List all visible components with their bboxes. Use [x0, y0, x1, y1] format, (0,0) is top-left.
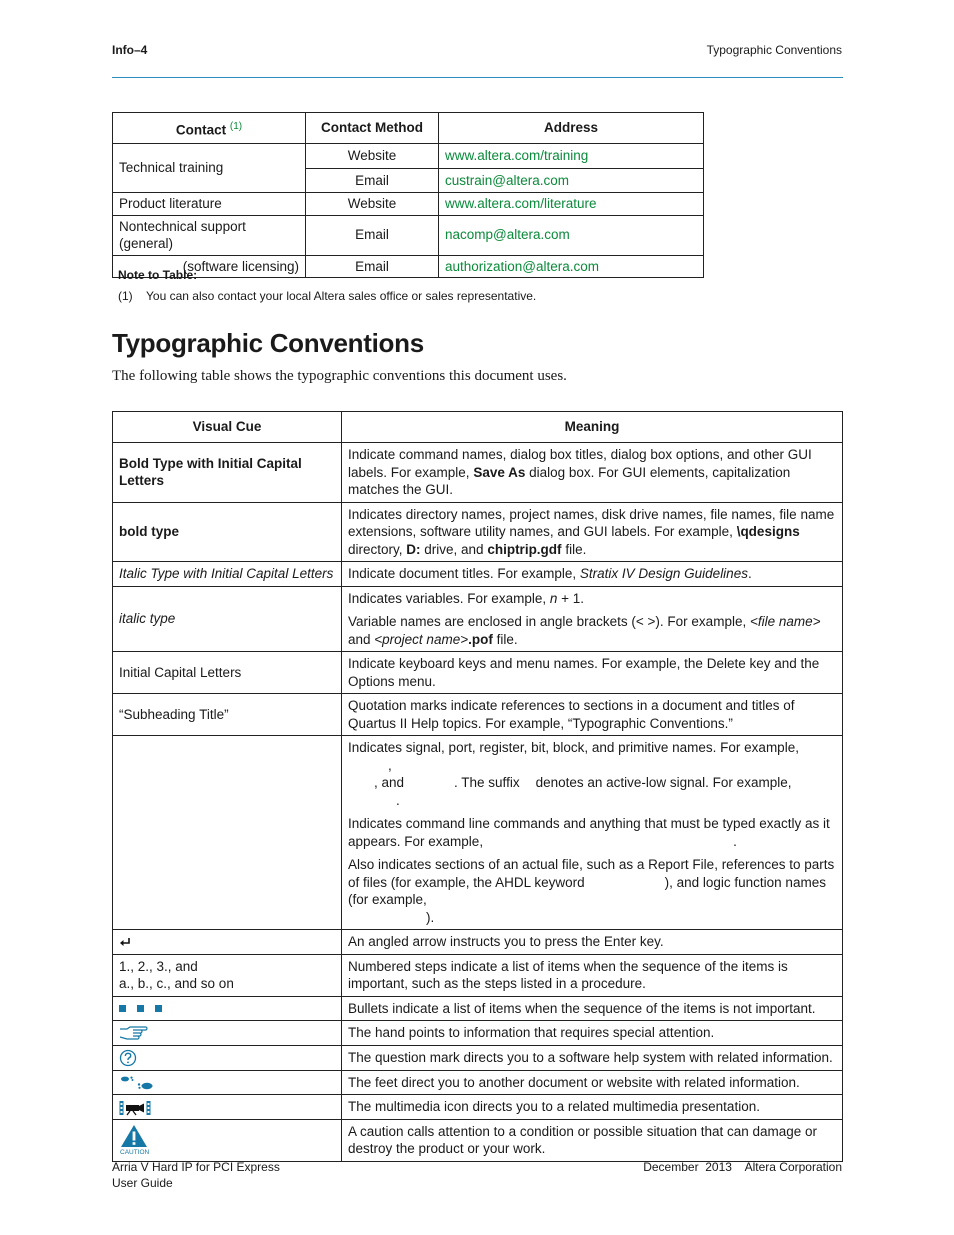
column-header: Visual Cue	[113, 412, 342, 443]
table-row	[113, 144, 704, 169]
contact-cell: Technical training	[113, 144, 306, 193]
meaning: The multimedia icon directs you to a related multimedia presentation.	[342, 1095, 843, 1120]
hand-pointing-icon	[119, 1025, 149, 1041]
caution-icon	[119, 1124, 151, 1156]
meaning: Indicate command names, dialog box titles, dialog box options, and other GUI labels. For example, Save As dialog box. For GUI elements, capitalization matches the GUI.	[342, 443, 843, 503]
meaning: The question mark directs you to a software help system with related information.	[342, 1045, 843, 1070]
address-link[interactable]: authorization@altera.com	[439, 255, 704, 278]
table-header-row	[113, 412, 843, 443]
visual-cue: Initial Capital Letters	[113, 652, 342, 694]
table-row	[113, 954, 843, 996]
table-row	[113, 736, 843, 930]
bullet-square-icon	[119, 1005, 126, 1012]
contact-cell: Nontechnical support (general)	[113, 215, 306, 255]
table-row	[113, 562, 843, 587]
bullet-square-icon	[155, 1005, 162, 1012]
meaning: The hand points to information that requires special attention.	[342, 1021, 843, 1046]
table-row	[113, 255, 704, 278]
method-cell: Email	[306, 215, 439, 255]
table-row	[113, 652, 843, 694]
meaning: Numbered steps indicate a list of items when the sequence of the items is important, such as the steps listed in a procedure.	[342, 954, 843, 996]
page-number: Info–4	[112, 43, 148, 57]
table-row	[113, 930, 843, 955]
visual-cue: 1., 2., 3., and a., b., c., and so on	[113, 954, 342, 996]
visual-cue	[113, 1070, 342, 1095]
visual-cue	[113, 1045, 342, 1070]
table-row	[113, 215, 704, 255]
visual-cue: “Subheading Title”	[113, 694, 342, 736]
column-header: Contact Method	[306, 113, 439, 144]
footer-date-company: December 2013 Altera Corporation	[643, 1160, 842, 1174]
caution-label: CAUTION	[120, 1149, 150, 1157]
address-link[interactable]: nacomp@altera.com	[439, 215, 704, 255]
meaning: Quotation marks indicate references to sections in a document and titles of Quartus II Help topics. For example, “Typographic Conventions.”	[342, 694, 843, 736]
visual-cue	[113, 736, 342, 930]
table-note: (1) You can also contact your local Altera sales office or sales representative.	[118, 289, 537, 303]
table-row	[113, 586, 843, 652]
visual-cue	[113, 1021, 342, 1046]
visual-cue: Italic Type with Initial Capital Letters	[113, 562, 342, 587]
table-row	[113, 502, 843, 562]
column-header: Contact $^{(1)}$	[113, 113, 306, 144]
section-title: Typographic Conventions	[112, 328, 424, 358]
visual-cue: italic type	[113, 586, 342, 652]
contact-cell: Product literature	[113, 193, 306, 216]
header-rule	[112, 77, 843, 78]
column-header: Meaning	[342, 412, 843, 443]
meaning: Indicates variables. For example, n + 1. Variable names are enclosed in angle brackets (< >). For example, <file name> and <project name>.pof file.	[342, 586, 843, 652]
conventions-table	[112, 411, 843, 1162]
visual-cue	[113, 930, 342, 955]
visual-cue: Bold Type with Initial Capital Letters	[113, 443, 342, 503]
table-row	[113, 694, 843, 736]
table-header-row	[113, 113, 704, 144]
meaning: A caution calls attention to a condition or possible situation that can damage or destroy the product or your work.	[342, 1119, 843, 1161]
contact-table	[112, 112, 704, 278]
table-row	[113, 996, 843, 1021]
meaning: Indicates directory names, project names, disk drive names, file names, file name extensions, software utility names, and GUI labels. For example, \qdesigns directory, D: drive, and chiptrip.gdf file.	[342, 502, 843, 562]
table-row	[113, 1021, 843, 1046]
column-header: Address	[439, 113, 704, 144]
table-row	[113, 1119, 843, 1161]
footer-document-title: Arria V Hard IP for PCI Express	[112, 1160, 280, 1174]
meaning: An angled arrow instructs you to press the Enter key.	[342, 930, 843, 955]
table-note-title: Note to Table:	[118, 268, 198, 282]
visual-cue	[113, 996, 342, 1021]
meaning: The feet direct you to another document or website with related information.	[342, 1070, 843, 1095]
enter-arrow-icon	[119, 937, 131, 947]
table-row	[113, 1070, 843, 1095]
running-title: Typographic Conventions	[706, 43, 842, 57]
method-cell: Email	[306, 255, 439, 278]
table-row	[113, 1045, 843, 1070]
table-row	[113, 193, 704, 216]
feet-icon	[119, 1075, 157, 1091]
note-reference[interactable]: (1)	[229, 120, 243, 132]
contact-cell: (software licensing)	[113, 255, 306, 278]
visual-cue: bold type	[113, 502, 342, 562]
bullet-square-icon	[137, 1005, 144, 1012]
table-row	[113, 1095, 843, 1120]
visual-cue	[113, 1119, 342, 1161]
footer-document-subtitle: User Guide	[112, 1176, 173, 1190]
address-link[interactable]: www.altera.com/literature	[439, 193, 704, 216]
meaning: Indicate keyboard keys and menu names. For example, the Delete key and the Options menu.	[342, 652, 843, 694]
multimedia-icon	[119, 1100, 151, 1116]
meaning: Indicate document titles. For example, Stratix IV Design Guidelines.	[342, 562, 843, 587]
address-link[interactable]: custrain@altera.com	[439, 168, 704, 193]
method-cell: Email	[306, 168, 439, 193]
section-intro: The following table shows the typographic conventions this document uses.	[112, 368, 567, 384]
method-cell: Website	[306, 193, 439, 216]
address-link[interactable]: www.altera.com/training	[439, 144, 704, 169]
meaning: Bullets indicate a list of items when the sequence of the items is not important.	[342, 996, 843, 1021]
table-row	[113, 443, 843, 503]
visual-cue	[113, 1095, 342, 1120]
meaning: Indicates signal, port, register, bit, block, and primitive names. For example,, , and . The suffix denotes an active-low signal. For example,. Indicates command line commands and anything that must be typed exactly as it appears. For example, . Also indicates sections of an actual file, such as a Report File, references to parts of files (for example, the AHDL keyword ), and logic function names (for example, ).	[342, 736, 843, 930]
question-mark-icon	[119, 1049, 137, 1067]
method-cell: Website	[306, 144, 439, 169]
